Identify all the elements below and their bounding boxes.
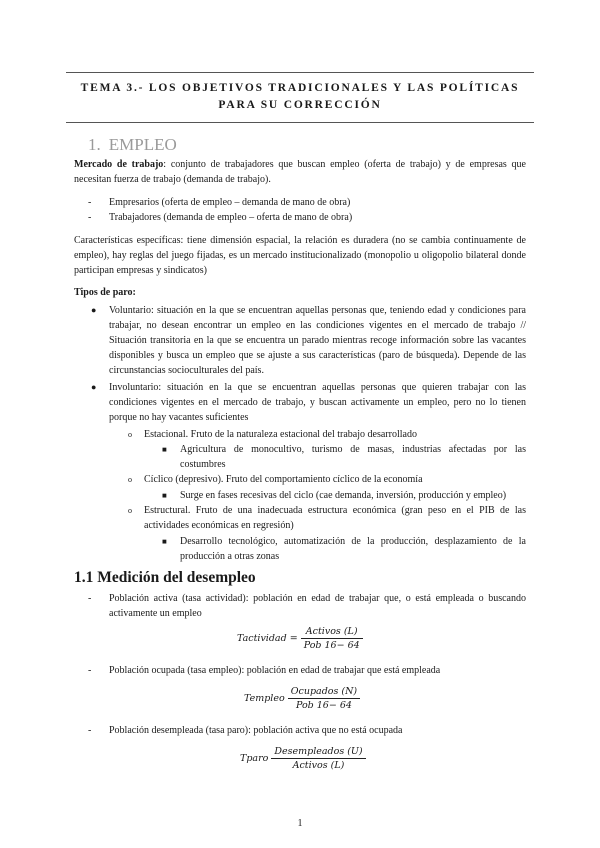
fraction: [288, 686, 360, 711]
dash-marker: -: [88, 593, 92, 604]
fraction-numerator: Desempleados (U): [271, 746, 365, 759]
fraction: [271, 746, 365, 771]
dash-marker: -: [88, 197, 92, 208]
circle-bullet-icon: o: [128, 475, 132, 484]
bullet-icon: ●: [91, 305, 97, 315]
fraction-numerator: Ocupados (N): [288, 686, 360, 699]
formula-lhs: Tactividad =: [237, 633, 298, 644]
dash-marker: -: [88, 665, 92, 676]
square-bullet-icon: ■: [162, 491, 167, 500]
top-rule: [66, 72, 534, 73]
estructural-detail: Desarrollo tecnológico, automatización de la producción, desplazamiento de la producción a otras zonas: [180, 536, 526, 562]
section-title: EMPLEO: [108, 135, 177, 154]
ciclico-item: Cíclico (depresivo). Fruto del comportamiento cíclico de la economía: [144, 474, 423, 485]
market-definition: : conjunto de trabajadores que buscan empleo (oferta de trabajo) y de empresas que necesitan fuerza de trabajo (demanda de trabajo).: [74, 159, 526, 185]
ciclico-detail: Surge en fases recesivas del ciclo (cae demanda, inversión, producción y empleo): [180, 490, 507, 501]
list-item: Trabajadores (demanda de empleo – oferta de mano de obra): [109, 212, 353, 223]
square-bullet-icon: ■: [162, 445, 167, 454]
fraction-denominator: Pob 16− 64: [303, 640, 360, 651]
estacional-item: Estacional. Fruto de la naturaleza estacional del trabajo desarrollado: [144, 429, 417, 440]
market-paragraph: [74, 157, 526, 187]
formula-tasa-paro: [240, 746, 366, 771]
square-bullet-icon: ■: [162, 537, 167, 546]
fraction-denominator: Pob 16− 64: [295, 700, 352, 711]
bullet-icon: ●: [91, 382, 97, 392]
formula-lhs: Templeo: [244, 693, 285, 704]
section-number: 1.: [88, 135, 101, 154]
list-item: Empresarios (oferta de empleo – demanda de mano de obra): [109, 197, 351, 208]
characteristics-paragraph: Características específicas: tiene dimensión espacial, la relación es duradera (no se cambia continuamente de empleo), hay reglas del juego fijadas, es un mercado institucionalizado (monopolio u oligopolio bilateral donde participan empresas y sindicatos): [74, 235, 526, 276]
bottom-rule: [66, 122, 534, 123]
desempleada-paragraph: Población desempleada (tasa paro): población activa que no está ocupada: [109, 725, 403, 736]
section-heading-empleo: [88, 135, 177, 155]
market-term: Mercado de trabajo: [74, 159, 164, 170]
fraction-numerator: Activos (L): [301, 626, 363, 639]
dash-marker: -: [88, 725, 92, 736]
document-title: [66, 80, 534, 114]
circle-bullet-icon: o: [128, 430, 132, 439]
formula-tasa-actividad: [237, 626, 363, 651]
fraction: [301, 626, 363, 651]
involuntario-paragraph: Involuntario: situación en la que se encuentran aquellas personas que quieren trabajar con las condiciones vigentes en el mercado de trabajo, y buscan activamente un empleo, pero no lo tienen porque no hay vacantes suficientes: [109, 382, 526, 423]
ocupada-paragraph: Población ocupada (tasa empleo): población en edad de trabajar que está empleada: [109, 665, 441, 676]
title-line-1: TEMA 3.- LOS OBJETIVOS TRADICIONALES Y LAS POLÍTICAS: [80, 82, 520, 94]
dash-marker: -: [88, 212, 92, 223]
fraction-denominator: Activos (L): [292, 760, 345, 771]
formula-lhs: Tparo: [240, 753, 269, 764]
page-number: 1: [297, 818, 303, 829]
voluntario-paragraph: Voluntario: situación en la que se encuentran aquellas personas que, teniendo edad y condiciones para trabajar, no desean encontrar un empleo en las condiciones vigentes en el mercado de trabajo // Situación transitoria en la que se encuentra un parado mientras recoge información sobre las vacantes disponibles y busca un empleo que se ajuste a sus características (paro de búsqueda). Depende de las circunstancias socioculturales del país.: [109, 305, 526, 376]
estacional-detail: Agricultura de monocultivo, turismo de masas, industrias afectadas por las costumbres: [180, 444, 526, 470]
subsection-heading-medicion: 1.1 Medición del desempleo: [74, 569, 256, 586]
formula-tasa-empleo: [244, 686, 360, 711]
activa-paragraph: Población activa (tasa actividad): población en edad de trabajar que, o está empleada o buscando activamente un empleo: [109, 593, 526, 619]
circle-bullet-icon: o: [128, 506, 132, 515]
estructural-item: Estructural. Fruto de una inadecuada estructura económica (gran peso en el PIB de las actividades económicas en regresión): [144, 505, 526, 531]
title-line-2: PARA SU CORRECCIÓN: [218, 99, 382, 111]
paro-heading: Tipos de paro:: [74, 287, 136, 298]
